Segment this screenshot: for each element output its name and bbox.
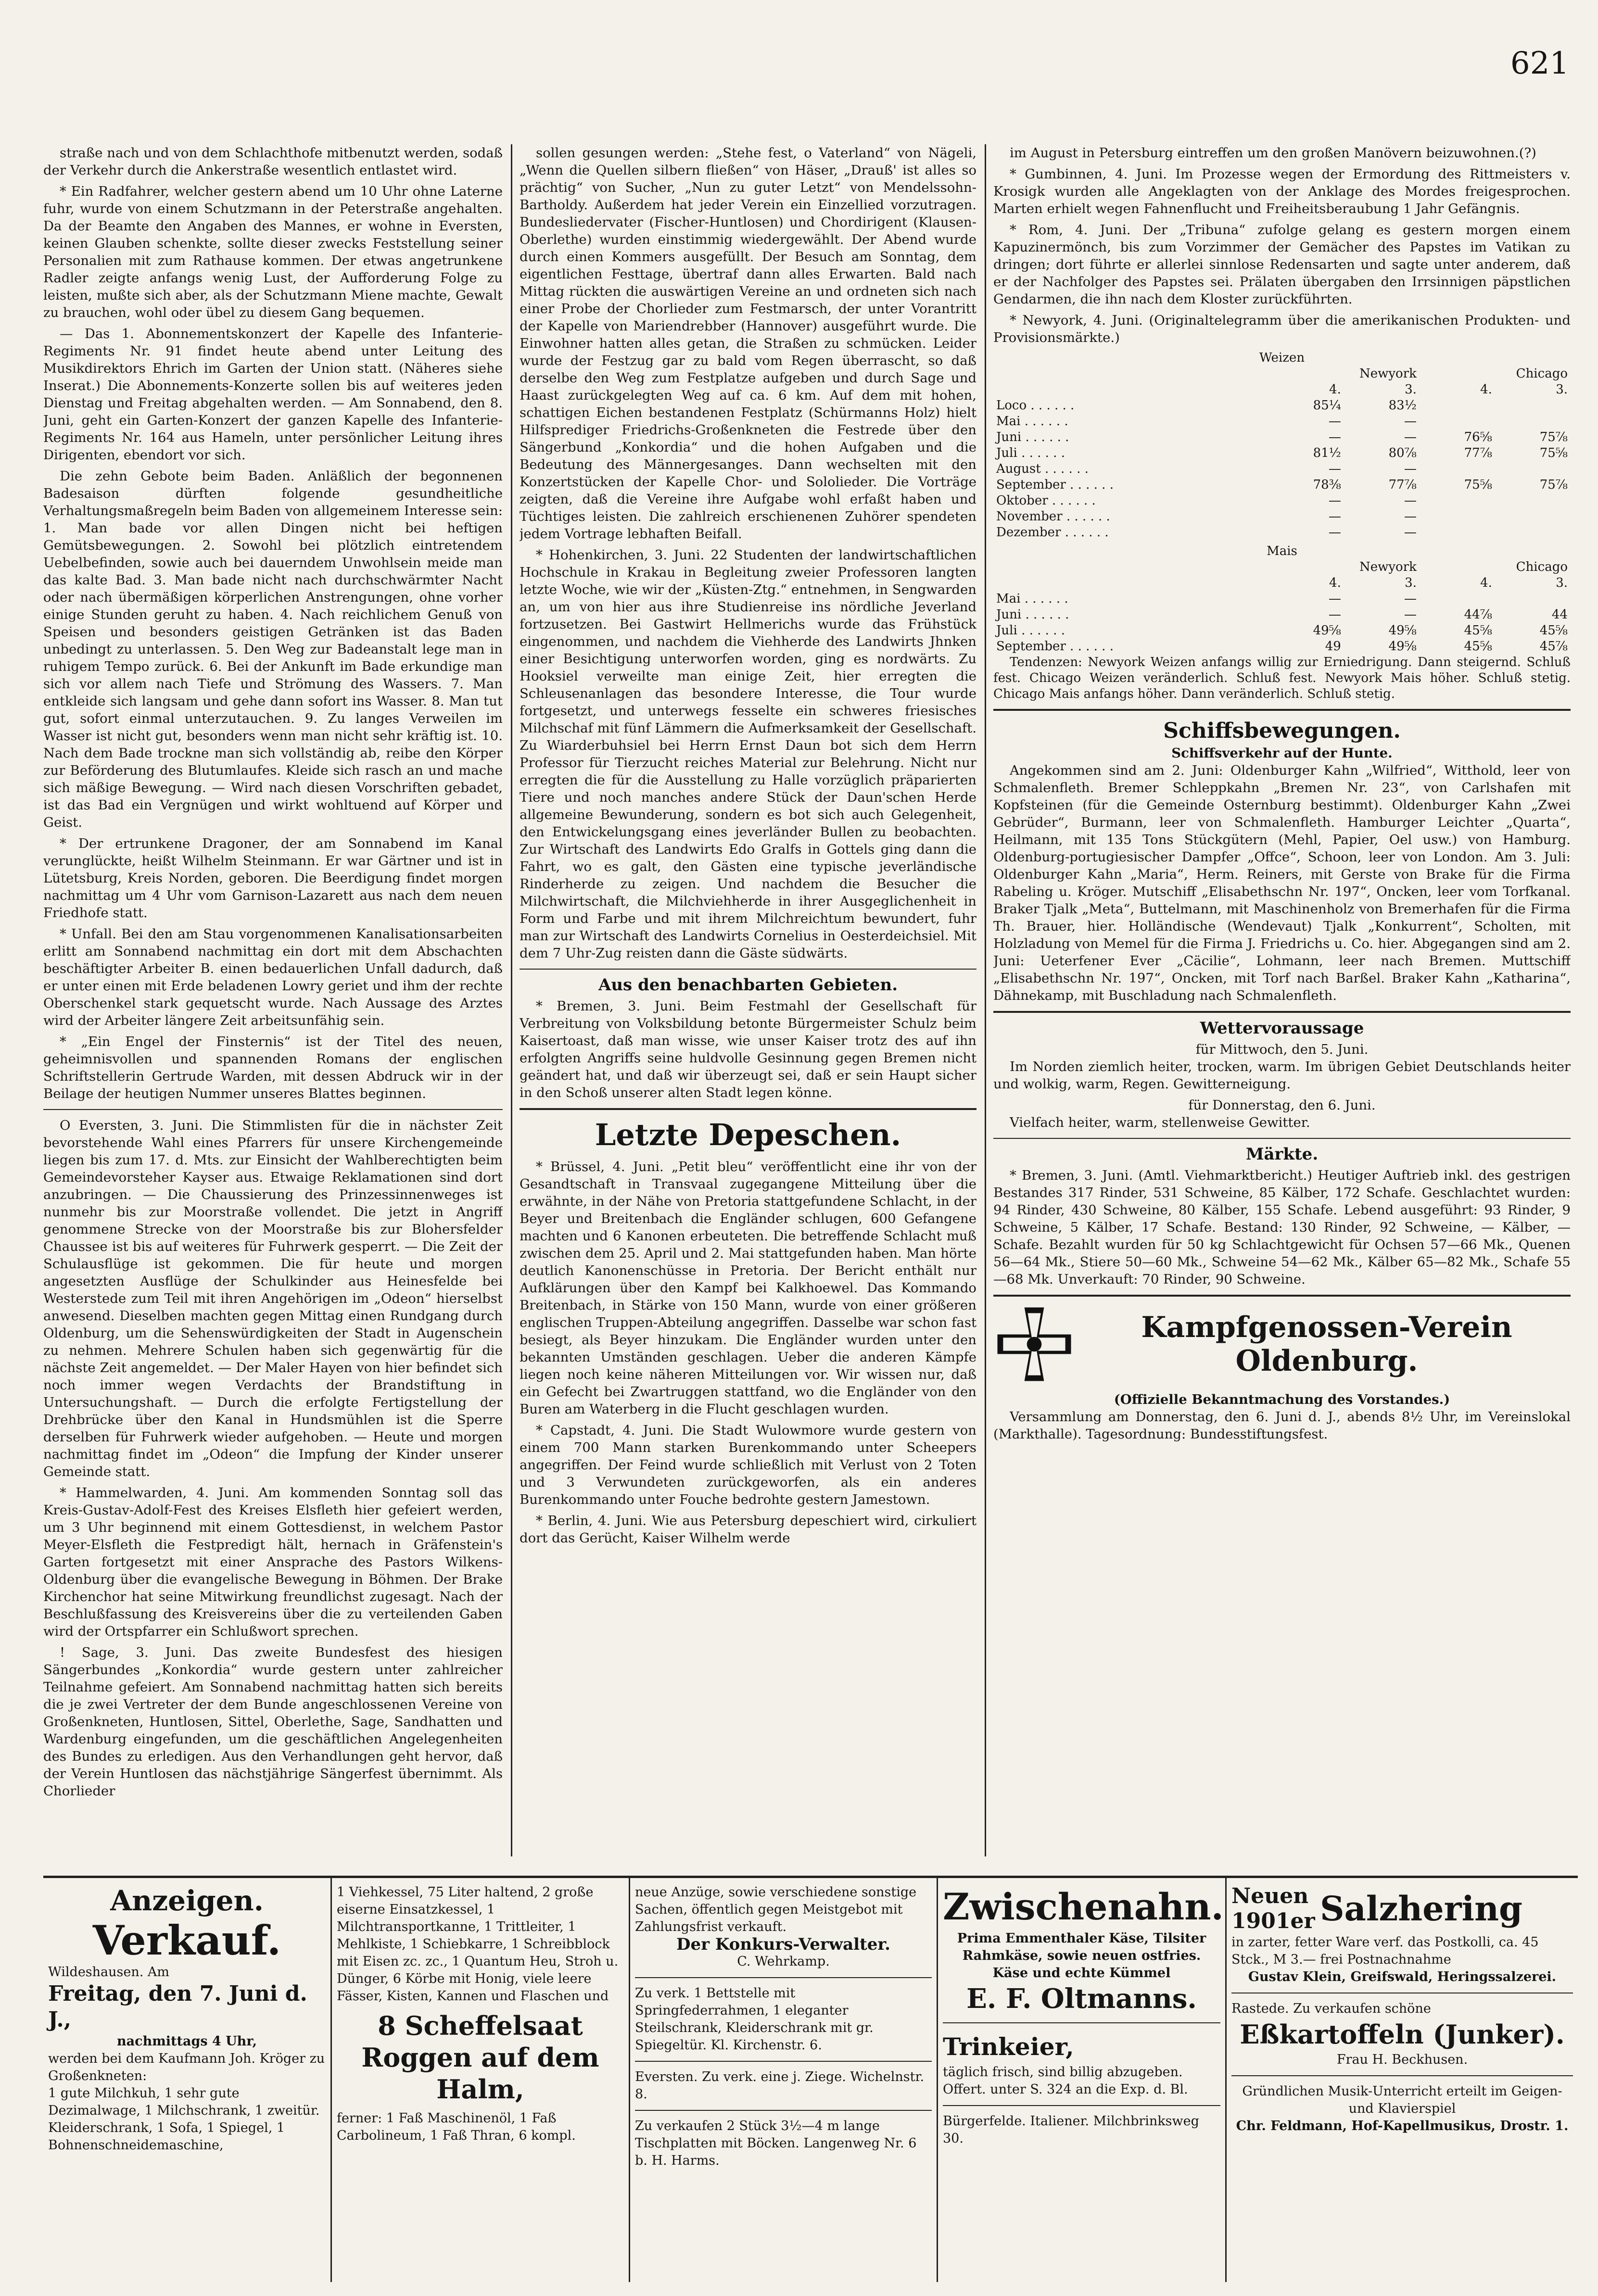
ad-title: Zwischenahn. — [943, 1885, 1224, 1928]
ad-signature: C. Wehrkamp. — [737, 1954, 830, 1969]
ad-signature: Frau H. Beckhusen. — [1336, 2052, 1468, 2067]
table-cell: 45⅝ — [1464, 639, 1492, 654]
row-label: Juli . . . . . . — [996, 623, 1065, 638]
ships-title: Schiffsbewegungen. — [1163, 719, 1401, 743]
row-label: Mai . . . . . . — [996, 414, 1068, 429]
sub-header: 4. — [1329, 382, 1341, 397]
table-cell: — — [1404, 430, 1417, 444]
row-label: Juli . . . . . . — [996, 446, 1065, 460]
table-cell: 44⅞ — [1464, 607, 1492, 622]
divider — [43, 1109, 503, 1110]
section-heading: Aus den benachbarten Gebieten. — [598, 975, 898, 995]
table-cell: 85¼ — [1313, 398, 1341, 413]
table-row — [993, 461, 1571, 477]
table-cell: 76⅝ — [1464, 430, 1492, 444]
article: * Rom, 4. Juni. Der „Tribuna“ zufolge gelang es gestern morgen einem Kapuzinermönch, bis zum Vorzimmer der Gemächer des Papstes im Vatikan zu dringen; dort führte er allerlei sinnlose Redensarten und sagte unter anderem, daß er der Nachfolger des Papstes sei. Prälaten übergaben den Irrsinnigen päpstlichen Gendarmen, die ihn nach dem Kloster zurückführten. — [993, 222, 1571, 307]
iron-cross-icon — [993, 1303, 1075, 1385]
ad-text: Wildeshausen. Am — [48, 1965, 170, 1980]
ad-text: Prima Emmenthaler Käse, Tilsiter Rahmkäse, sowie neuen ostfries. Käse und echte Kümmel — [957, 1931, 1206, 1981]
ad-text: täglich frisch, sind billig abzugeben. Offert. unter S. 324 an die Exp. d. Bl. — [943, 2065, 1188, 2097]
table-row — [993, 398, 1571, 414]
article: Die zehn Gebote beim Baden. Anläßlich der begonnenen Badesaison dürften folgende gesundheitliche Verhaltungsmaßregeln beim Baden von allgemeinem Interesse sein: 1. Man bade vor allen Dingen nicht bei heftigen Gemütsbewegungen. 2. Sowohl bei plötzlich eintretendem Uebelbefinden, sowie auch bei dauerndem Unwohlsein meide man das kalte Bad. 3. Man bade nicht nach durchschwärmter Nacht oder nach übermäßigen körperlichen Anstrengungen, ohne vorher einige Stunden geruht zu haben. 4. Nach reichlichem Genuß von Speisen und besonders geistigen Getränken ist das Baden unbedingt zu unterlassen. 5. Den Weg zur Badeanstalt lege man in ruhigem Tempo zurück. 6. Bei der Ankunft im Bade erkundige man sich vor allem nach Tiefe und Strömung des Wassers. 7. Man entkleide sich langsam und gehe dann sofort ins Wasser. 8. Man tut gut, sofort einmal unterzutauchen. 9. Zu langes Verweilen im Wasser ist nicht gut, besonders wenn man nicht sehr kräftig ist. 10. Nach dem Bade trockne man sich vollständig ab, reibe den Körper zur Beförderung des Blutumlaufes. Kleide sich rasch an und mache sich mäßige Bewegung. — Wird nach diesen Vorschriften gebadet, ist das Bad ein Vergnügen und wirkt wohltuend auf Körper und Geist. — [43, 468, 503, 830]
ad-title: Neuen 1901er — [1231, 1884, 1315, 1933]
table-cell: 44 — [1551, 607, 1568, 622]
row-label: September . . . . . . — [996, 478, 1114, 492]
association-subtitle: (Offizielle Bekanntmachung des Vorstandes.) — [1114, 1392, 1450, 1407]
ads-heading: Anzeigen. — [110, 1884, 264, 1917]
article: im August in Petersburg eintreffen um den großen Manövern beizuwohnen.(?) — [1010, 145, 1536, 161]
table-row — [993, 639, 1571, 655]
table-cell — [1495, 398, 1571, 414]
divider — [520, 1108, 977, 1110]
weather-text: Im Norden ziemlich heiter, trocken, warm. Im übrigen Gebiet Deutschlands heiter und wolkig, warm, Regen. Gewitterneigung. — [993, 1059, 1571, 1092]
table-cell: 75⅞ — [1539, 478, 1568, 492]
row-label: Juni . . . . . . — [996, 430, 1069, 444]
table-cell — [1495, 591, 1571, 607]
row-label: Dezember . . . . . . — [996, 525, 1109, 540]
advertisements — [43, 1876, 1578, 2282]
col-header: Newyork — [1359, 560, 1417, 574]
divider — [993, 1011, 1571, 1013]
table-row — [993, 429, 1571, 445]
column-rule — [511, 144, 512, 1856]
weather-day1: für Mittwoch, den 5. Juni. — [1195, 1042, 1369, 1057]
article: ! Sage, 3. Juni. Das zweite Bundesfest des hiesigen Sängerbundes „Konkordia“ wurde gestern unter zahlreicher Teilnahme gefeiert. Am Sonnabend nachmittag hatten sich bereits die je zwei Vertreter der dem Bunde angeschlossenen Vereine von Großenkneten, Huntlosen, Sittel, Oberlethe, Sage, Sandhatten und Wardenburg eingefunden, um die geschäftlichen Angelegenheiten des Bundes zu erledigen. Aus den Verhandlungen geht hervor, daß der Verein Huntlosen das nächstjährige Sängerfest übernimmt. Als Chorlieder — [43, 1645, 503, 1799]
table-row — [993, 525, 1571, 541]
table-row — [993, 623, 1571, 639]
article: * Capstadt, 4. Juni. Die Stadt Wulowmore wurde gestern von einem 700 Mann starken Burenkommando unter Scheepers angegriffen. Der Feind wurde schließlich mit Verlust von 2 Toten und 3 Verwundeten zurückgeworfen, als ein anderes Burenkommando unter Fouche bedrohte gestern Jamestown. — [520, 1423, 977, 1507]
table-cell: — — [1328, 493, 1341, 508]
ad-text: Zu verkaufen 2 Stück 3½—4 m lange Tischplatten mit Böcken. Langenweg Nr. 6 b. H. Harms. — [635, 2119, 917, 2168]
divider — [943, 2022, 1220, 2023]
table-row — [993, 607, 1571, 623]
weather-title: Wettervoraussage — [1200, 1019, 1364, 1038]
article: straße nach und von dem Schlachthofe mitbenutzt werden, sodaß der Verkehr durch die Ankerstraße wesentlich entlastet wird. — [43, 145, 503, 178]
market-weizen-title: Weizen — [1259, 351, 1305, 365]
table-cell: 77⅞ — [1464, 446, 1492, 460]
table-cell — [1495, 493, 1571, 509]
table-cell — [1420, 509, 1495, 525]
divider — [635, 1977, 932, 1978]
table-cell: — — [1328, 414, 1341, 429]
row-label: Juni . . . . . . — [996, 607, 1069, 622]
table-row — [993, 477, 1571, 493]
table-cell: 49⅝ — [1388, 623, 1417, 638]
row-label: August . . . . . . — [996, 462, 1089, 476]
table-cell: 45⅝ — [1539, 623, 1568, 638]
ad-text: 1 Viehkessel, 75 Liter haltend, 2 große eiserne Einsatzkessel, 1 Milchtransportkanne, 1 Trittleiter, 1 Mehlkiste, 1 Schiebkarre, 1 Schreibblock mit Eisen zc. zc., 1 Quantum Heu, Stroh u. Dünger, 6 Körbe mit Honig, viele leere Fässer, Kisten, Kannen und Flaschen und — [337, 1885, 619, 2004]
ad-text: neue Anzüge, sowie verschiedene sonstige Sachen, öffentlich gegen Meistgebot mit Zahlungsfrist verkauft. — [635, 1885, 917, 1934]
article: O Eversten, 3. Juni. Die Stimmlisten für die in nächster Zeit bevorstehende Wahl eines Pfarrers für unsere Kirchengemeinde liegen bis zum 17. d. Mts. zur Einsicht der Wahlberechtigten beim Gemeindevorsteher Kayser aus. Etwaige Reklamationen sind dort anzubringen. — Die Chaussierung des Prinzessinnenweges ist nunmehr bis zur Moorstraße vollendet. Die jetzt in Angriff genommene Strecke von der Moorstraße bis zur Blohersfelder Chaussee ist bis auf weiteres für Fuhrwerk gesperrt. — Die Zeit der Schulausflüge ist gekommen. Die für heute und morgen angesetzten Ausflüge der Schulkinder aus Heinesfelde bei Westerstede zum Teil mit ihren Angehörigen im „Odeon“ hierselbst anwesend. Dieselben machten gegen Mittag einen Rundgang durch Oldenburg, um die Sehenswürdigkeiten der Stadt in Augenschein zu nehmen. Mehrere Schulen haben sich gegenwärtig für die nächste Zeit angemeldet. — Der Maler Hayen von hier befindet sich noch immer wegen Verdachts der Brandstiftung in Untersuchungshaft. — Durch die erfolgte Fertigstellung der Drehbrücke über den Kanal in Hundsmühlen ist die Sperre derselben für Fuhrwerk wieder aufgehoben. — Heute und morgen nachmittag findet im „Odeon“ die Impfung der Kinder unserer Gemeinde statt. — [43, 1118, 503, 1479]
association-text: Versammlung am Donnerstag, den 6. Juni d. J., abends 8½ Uhr, im Vereinslokal (Markthalle). Tagesordnung: Bundesstiftungsfest. — [993, 1409, 1571, 1442]
divider — [943, 2105, 1220, 2106]
divider — [1231, 2075, 1573, 2076]
table-cell: 81½ — [1313, 446, 1341, 460]
markets-text: * Bremen, 3. Juni. (Amtl. Viehmarktbericht.) Heutiger Auftrieb inkl. des gestrigen Bestandes 317 Rinder, 531 Schweine, 85 Kälber, 172 Schafe. Geschlachtet wurden: 94 Rinder, 430 Schweine, 80 Kälber, 155 Schafe. Lebend ausgeführt: 93 Rinder, 9 Schweine, 5 Kälber, 17 Schafe. Bestand: 130 Rinder, 92 Schweine, — Kälber, — Schafe. Bezahlt wurden für 50 kg Schlachtgewicht für Ochsen 57—66 Mk., Quenen 56—64 Mk., Stiere 50—60 Mk., Schweine 54—62 Mk., Kälber 65—82 Mk., Schafe 55—68 Mk. Unverkauft: 70 Rinder, 90 Schweine. — [993, 1168, 1571, 1287]
ad-text: Gründlichen Musik-Unterricht erteilt im Geigen- und Klavierspiel — [1242, 2084, 1562, 2116]
col-header: Newyork — [1359, 366, 1417, 381]
column-rule — [985, 144, 986, 1856]
table-cell: 80⅞ — [1388, 446, 1417, 460]
article: * Hohenkirchen, 3. Juni. 22 Studenten der landwirtschaftlichen Hochschule in Krakau in Begleitung zweier Professoren langten letzte Woche, wie wir der „Küsten-Ztg.“ entnehmen, in Sengwarden an, um von hier aus ihre Studienreise ins nördliche Jeverland fortzusetzen. Bei Gastwirt Hellmerichs wurde das Frühstück eingenommen, und nachdem die Viehherde des Landwirts Jhnken einer Besichtigung unterworfen worden, ging es nordwärts. Zu Hooksiel verweilte man einige Zeit, hier erregten die Schleusenanlagen das besondere Interesse, die Tour wurde fortgesetzt, und unterwegs fesselte ein schweres friesisches Milchschaf mit fünf Lämmern die Aufmerksamkeit der Gesellschaft. Zu Wiarderbuhsiel bei Herrn Ernst Daun bot sich dem Herrn Professor für Tierzucht reiches Material zur Belehrung. Nicht nur erregten die für die Ausstellung zu Halle vorzüglich präparierten Tiere und noch manches andere Stück der Daun'schen Herde allgemeine Bewunderung, sondern es bot sich auch Gelegenheit, den Entwickelungsgang eines jeverländer Bullen zu beobachten. Zur Wirtschaft des Landwirts Edo Gralfs in Gottels ging dann die Fahrt, wo es galt, den Gästen eine typische jeverländische Rinderherde zu zeigen. Und nachdem die Besucher die Milchwirtschaft, die Milchviehherde in ihrer Ausgeglichenheit in Form und Farbe und mit ihrem Milchreichtum bewundert, fuhr man zur Wirtschaft des Landwirts Cornelius in Oesterdeichsiel. Mit dem 7 Uhr-Zug reisten dann die Gäste südwärts. — [520, 547, 977, 961]
ships-text: Angekommen sind am 2. Juni: Oldenburger Kahn „Wilfried“, Witthold, leer von Schmalenfleth. Bremer Schleppkahn „Bremen Nr. 23“, von Carlshafen mit Kopfsteinen (für die Gemeinde Osternburg bestimmt). Oldenburger Kahn „Zwei Gebrüder“, Burmann, leer von Schmalenfleth. Hamburger Leichter „Quarta“, Heilmann, mit 135 Tons Stückgütern (Mehl, Papier, Oel usw.) von Hamburg. Oldenburg-portugiesischer Dampfer „Offce“, Schoon, leer von London. Am 3. Juli: Oldenburger Kahn „Maria“, Herm. Reiners, mit Gerste von Brake für die Firma Rabeling u. Kröger. Mutschiff „Elisabethschn Nr. 197“, Oncken, leer vom Torfkanal. Braker Tjalk „Meta“, Buttelmann, mit Maschinenholz von Bremerhafen für die Firma Th. Brauer, hier. Holländische (Wendevaut) Tjalk „Konkurrent“, Scholten, mit Holzladung von Memel für die Firma J. Friedrichs u. Co. hier. Abgegangen sind am 2. Juni: Ueterfener Ever „Cäcilie“, Lohmann, leer nach Bremen. Muttschiff „Elisabethschn Nr. 197“, Oncken, mit Torf nach Barßel. Braker Kahn „Katharina“, Dähnekamp, mit Buschladung nach Schmalenfleth. — [993, 763, 1571, 1003]
ad-signature: E. F. Oltmanns. — [966, 1983, 1197, 2015]
table-cell: — — [1404, 607, 1417, 622]
ad-salzhering — [1227, 1878, 1578, 2282]
table-cell: 78⅜ — [1313, 478, 1341, 492]
table-cell: 49⅝ — [1313, 623, 1341, 638]
table-cell: 49⅝ — [1388, 639, 1417, 654]
sub-header: 4. — [1480, 576, 1492, 590]
article: * Bremen, 3. Juni. Beim Festmahl der Gesellschaft für Verbreitung von Volksbildung betonte Bürgermeister Schulz beim Kaisertoast, daß man wisse, wie unser Kaiser trotz des auf ihn erfolgten Angriffs seine huldvolle Gesinnung gegen Bremen nicht geändert hat, und daß wir überzeugt sei, daß er sein Haupt sicher in den Schoß unserer alten Stadt legen könne. — [520, 998, 977, 1100]
sub-header: 3. — [1556, 382, 1568, 397]
table-row — [993, 445, 1571, 461]
market-table-mais — [993, 559, 1571, 655]
table-cell: — — [1328, 592, 1341, 606]
column-2 — [520, 144, 977, 1847]
sub-header: 3. — [1556, 576, 1568, 590]
table-cell: 75⅝ — [1464, 478, 1492, 492]
ad-time: nachmittags 4 Uhr, — [117, 2034, 257, 2049]
market-table-weizen — [993, 366, 1571, 541]
article: * Gumbinnen, 4. Juni. Im Prozesse wegen der Ermordung des Rittmeisters v. Krosigk wurden alle Angeklagten von der Anklage des Mordes freigesprochen. Marten erhielt wegen Fahnenflucht und Freiheitsberaubung 1 Jahr Gefängnis. — [993, 166, 1571, 216]
divider — [635, 2061, 932, 2062]
ad-text: Zu verk. 1 Bettstelle mit Springfederrahmen, 1 eleganter Steilschrank, Kleiderschrank mit gr. Spiegeltür. Kl. Kirchenstr. 6. — [635, 1986, 874, 2053]
table-cell — [1495, 525, 1571, 541]
table-cell: 77⅞ — [1388, 478, 1417, 492]
table-cell — [1495, 414, 1571, 429]
article: * „Ein Engel der Finsternis“ ist der Titel des neuen, geheimnisvollen und spannenden Romans der englischen Schriftstellerin Gertrude Warden, mit dessen Abdruck wir in der Beilage der heutigen Nummer unseres Blattes beginnen. — [43, 1034, 503, 1101]
row-label: Oktober . . . . . . — [996, 493, 1096, 508]
table-cell: 45⅞ — [1539, 639, 1568, 654]
ad-text: in zarter, fetter Ware verf. das Postkolli, ca. 45 Stck., M 3.— frei Postnachnahme — [1231, 1935, 1539, 1967]
table-cell: — — [1328, 525, 1341, 540]
article: * Der ertrunkene Dragoner, der am Sonnabend im Kanal verunglückte, heißt Wilhelm Steinmann. Er war Gärtner und ist in Lütetsburg, Kreis Norden, geboren. Die Beerdigung findet morgen nachmittag um 4 Uhr vom Garnison-Lazarett aus nach dem neuen Friedhofe statt. — [43, 836, 503, 921]
markets-title: Märkte. — [1245, 1145, 1319, 1164]
article: — Das 1. Abonnementskonzert der Kapelle des Infanterie-Regiments Nr. 91 findet heute abend unter Leitung des Musikdirektors Ehrich im Garten der Union statt. (Näheres siehe Inserat.) Die Abonnements-Konzerte sollen bis auf weiteres jeden Dienstag und Freitag abgehalten werden. — Am Sonnabend, den 8. Juni, geht ein Garten-Konzert der ganzen Kapelle des Infanterie-Regiments Nr. 164 aus Hameln, unter persönlicher Leitung ihres Dirigenten, ebendort vor sich. — [43, 326, 503, 463]
association-title: Kampfgenossen-Verein — [1141, 1311, 1512, 1344]
article: sollen gesungen werden: „Stehe fest, o Vaterland“ von Nägeli, „Wenn die Quellen silbern fließen“ von Häser, „Drauß' ist alles so prächtig“ von Sucher, „Nun zu guter Letzt“ von Mendelssohn-Bartholdy. Außerdem hat jeder Verein ein Einzellied vorzutragen. Bundesliedervater (Fischer-Huntlosen) und Chordirigent (Klausen-Oberlethe) wurden einstimmig wiedergewählt. Der Abend wurde durch einen Kommers ausgefüllt. Der Besuch am Sonntag, dem eigentlichen Festtage, übertraf dann alles Erwarten. Bald nach Mittag rückten die auswärtigen Vereine an und ordneten sich nach einer Probe der Chorlieder zum Festmarsch, der unter Vorantritt der Kapelle von Mariendrebber (Hannover) ausgeführt wurde. Die Einwohner hatten alles getan, die Straßen zu schmücken. Leider wurde der Festzug gar zu bald vom Regen überrascht, so daß derselbe den Weg zum Festplatze aufgeben und durch Sage und Haast zurückgelegten Weg auf ca. 6 km. Auf dem mit hohen, schattigen Eichen bestandenen Festplatz (Schürmanns Holz) hielt Hilfsprediger Friedrichs-Großenkneten die Festrede über den Sängerbund „Konkordia“ und die hohen Aufgaben und die Bedeutung des Männergesanges. Dann wechselten mit den Konzertstücken der Kapelle Chor- und Sololieder. Die Vorträge zeigten, daß die Vereine ihre Aufgabe wohl erfaßt haben und Tüchtiges leisten. Die zahlreich erschienenen Zuhörer spendeten jedem Vortrage lebhaften Beifall. — [520, 145, 977, 542]
weather-day2: für Donnerstag, den 6. Juni. — [1188, 1098, 1376, 1113]
table-cell: — — [1404, 414, 1417, 429]
article: * Berlin, 4. Juni. Wie aus Petersburg depeschiert wird, cirkuliert dort das Gerücht, Kaiser Wilhelm werde — [520, 1513, 977, 1546]
table-cell — [1420, 591, 1495, 607]
ad-title: 8 Scheffelsaat Roggen auf dem Halm, — [361, 2010, 599, 2105]
section-heading: Letzte Depeschen. — [595, 1117, 901, 1152]
table-cell: 49 — [1325, 639, 1341, 654]
ad-text: werden bei dem Kaufmann Joh. Kröger zu Großenkneten: — [48, 2051, 325, 2083]
market-tendency: Tendenzen: Newyork Weizen anfangs willig zur Erniedrigung. Dann steigernd. Schluß fest. Chicago Weizen veränderlich. Schluß fest. Newyork Mais höher. Schluß stetig. Chicago Mais anfangs höher. Dann veränderlich. Schluß stetig. — [993, 655, 1571, 701]
article: * Brüssel, 4. Juni. „Petit bleu“ veröffentlicht eine ihr von der Gesandtschaft in Transvaal zugegangene Mitteilung über die erwähnte, in der Nähe von Pretoria stattgefundene Schlacht, in der Beyer und Breitenbach die Engländer schlugen, 600 Gefangene machten und 6 Kanonen erbeuteten. Die betreffende Schlacht muß zwischen dem 25. April und 2. Mai stattgefunden haben. Man hörte deutlich Kanonenschüsse in Pretoria. Der Bericht enthält nur Aufklärungen über den Kampf bei Kalkhoewel. Das Kommando Breitenbach, in Stärke von 150 Mann, wurde von einer größeren englischen Truppen-Abteilung angegriffen. Dasselbe war schon fast besiegt, als Beyer hinzukam. Die Engländer wurden unter den bekannten Umständen geschlagen. Ueber die anderen Kämpfe liegen noch keine näheren Mitteilungen vor. Wir wissen nur, daß ein Gefecht bei Zwartruggen stattfand, wo die Engländer von den Buren am Waterberg in die Flucht geschlagen wurden. — [520, 1159, 977, 1417]
article: * Newyork, 4. Juni. (Originaltelegramm über die amerikanischen Produkten- und Provisionsmärkte.) — [993, 313, 1571, 345]
ad-title: Verkauf. — [92, 1917, 281, 1964]
table-cell: 75⅞ — [1539, 430, 1568, 444]
table-cell: 75⅝ — [1539, 446, 1568, 460]
col-header: Chicago — [1516, 560, 1568, 574]
table-cell — [1420, 461, 1495, 477]
table-cell — [1420, 525, 1495, 541]
table-cell: — — [1404, 525, 1417, 540]
column-3 — [993, 144, 1571, 1847]
ad-signature: Chr. Feldmann, Hof-Kapellmusikus, Drostr. 1. — [1236, 2119, 1569, 2133]
table-cell: — — [1328, 607, 1341, 622]
table-cell — [1420, 398, 1495, 414]
ad-konkurs — [630, 1878, 938, 2282]
divider — [993, 1138, 1571, 1139]
table-cell — [1495, 509, 1571, 525]
table-cell: — — [1404, 509, 1417, 524]
col-header: Chicago — [1516, 366, 1568, 381]
ad-signature: Gustav Klein, Greifswald, Heringssalzerei. — [1248, 1969, 1557, 1984]
column-1 — [43, 144, 503, 1847]
ad-title: Trinkeier, — [943, 2032, 1074, 2061]
sub-header: 3. — [1405, 382, 1417, 397]
table-cell — [1420, 414, 1495, 429]
table-cell: — — [1404, 493, 1417, 508]
article: * Ein Radfahrer, welcher gestern abend um 10 Uhr ohne Laterne fuhr, wurde von einem Schutzmann in der Peterstraße angehalten. Da der Beamte den Angaben des Mannes, er wohne in Eversten, keinen Glauben schenkte, sollte dieser zwecks Feststellung seiner Personalien mit zum Rathause kommen. Der etwas angetrunkene Radler zeigte anfangs wenig Lust, der Aufforderung Folge zu leisten, mußte sich aber, als der Schutzmann Miene machte, Gewalt zu brauchen, wohl oder übel zu diesem Gang bequemen. — [43, 184, 503, 320]
market-mais-title: Mais — [1267, 544, 1297, 558]
ad-zwischenahn — [938, 1878, 1227, 2282]
table-row — [993, 414, 1571, 429]
ad-verkauf — [43, 1878, 332, 2282]
table-cell: 45⅝ — [1464, 623, 1492, 638]
sub-header: 3. — [1405, 576, 1417, 590]
ad-text: Rastede. Zu verkaufen schöne — [1231, 2001, 1431, 2016]
table-cell: — — [1404, 592, 1417, 606]
association-title: Oldenburg. — [1235, 1344, 1418, 1378]
association-notice — [993, 1303, 1571, 1385]
table-row — [993, 591, 1571, 607]
table-cell: — — [1328, 462, 1341, 476]
table-cell: — — [1404, 462, 1417, 476]
divider — [520, 969, 977, 970]
sub-header: 4. — [1329, 576, 1341, 590]
table-row — [993, 509, 1571, 525]
row-label: Loco . . . . . . — [996, 398, 1075, 413]
ad-text: ferner: 1 Faß Maschinenöl, 1 Faß Carbolineum, 1 Faß Thran, 6 kompl. — [337, 2111, 576, 2143]
article: * Hammelwarden, 4. Juni. Am kommenden Sonntag soll das Kreis-Gustav-Adolf-Fest des Kreises Elsfleth hier gefeiert werden, um 3 Uhr beginnend mit einem Gottesdienst, in welchem Pastor Meyer-Elsfleth die Festpredigt hält, hernach in Gräfenstein's Garten fortgesetzt mit einer Ansprache des Pastors Wilkens-Oldenburg über die evangelische Bewegung in Böhmen. Der Brake Kirchenchor hat seine Mitwirkung freundlichst zugesagt. Nach der Beschlußfassung des Kreisvereins über die zu verteilenden Gaben wird der Ortspfarrer ein Schlußwort sprechen. — [43, 1485, 503, 1639]
divider — [993, 709, 1571, 711]
ad-title: Salzhering — [1320, 1889, 1522, 1929]
table-cell: 83½ — [1388, 398, 1417, 413]
table-cell: — — [1328, 509, 1341, 524]
sub-header: 4. — [1480, 382, 1492, 397]
page-number: 621 — [1510, 46, 1569, 81]
ad-title: Eßkartoffeln (Junker). — [1240, 2019, 1565, 2050]
ad-text: Eversten. Zu verk. eine j. Ziege. Wichelnstr. 8. — [635, 2069, 925, 2102]
table-cell: — — [1328, 430, 1341, 444]
divider — [993, 1295, 1571, 1297]
ad-signature: Der Konkurs-Verwalter. — [676, 1935, 891, 1954]
divider — [635, 2110, 932, 2111]
row-label: September . . . . . . — [996, 639, 1114, 654]
table-row — [993, 493, 1571, 509]
row-label: November . . . . . . — [996, 509, 1110, 524]
ad-verkauf-cont — [332, 1878, 630, 2282]
article: * Unfall. Bei den am Stau vorgenommenen Kanalisationsarbeiten erlitt am Sonnabend nachmittag ein dort mit dem Abschachten beschäftigter Arbeiter B. einen bedauerlichen Unfall dadurch, daß er unter einen mit Erde beladenen Lowry geriet und ihm der rechte Oberschenkel stark gequetscht wurde. Nach Aussage des Arztes wird der Arbeiter längere Zeit arbeitsunfähig sein. — [43, 926, 503, 1028]
table-cell — [1495, 461, 1571, 477]
ships-subtitle: Schiffsverkehr auf der Hunte. — [1171, 745, 1393, 761]
ad-text: 1 gute Milchkuh, 1 sehr gute Dezimalwage, 1 Milchschrank, 1 zweitür. Kleiderschrank, 1 Sofa, 1 Spiegel, 1 Bohnenschneidemaschine, — [48, 2086, 320, 2153]
weather-text: Vielfach heiter, warm, stellenweise Gewitter. — [1010, 1115, 1310, 1130]
row-label: Mai . . . . . . — [996, 592, 1068, 606]
ad-date: Freitag, den 7. Juni d. J., — [48, 1981, 307, 2032]
table-cell — [1420, 493, 1495, 509]
ad-text: Bürgerfelde. Italiener. Milchbrinksweg 30. — [943, 2114, 1199, 2146]
